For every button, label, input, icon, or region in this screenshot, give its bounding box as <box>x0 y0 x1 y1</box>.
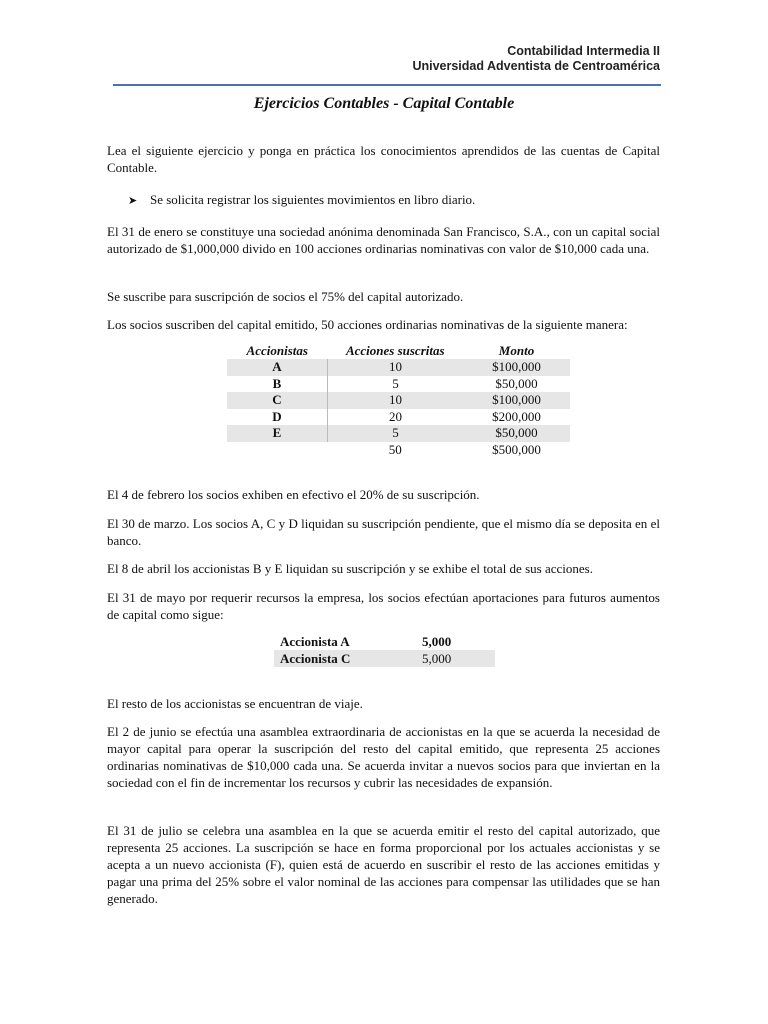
course-name: Contabilidad Intermedia II <box>507 44 660 58</box>
shareholder-cell: Accionista A <box>280 633 350 649</box>
table-total-row <box>227 442 570 459</box>
amount-cell: $100,000 <box>463 359 570 376</box>
paragraph-january: El 31 de enero se constituye una sociedad anónima denominada San Francisco, S.A., con un capital social autorizado de $1,000,000 divido en 100 acciones ordinarias nominativas con valor de $10,000 cada una. <box>107 224 660 256</box>
contributions-table <box>274 633 495 667</box>
header-divider <box>113 84 661 86</box>
total-label-cell <box>227 442 328 459</box>
paragraph-may: El 31 de mayo por requerir recursos la empresa, los socios efectúan aportaciones para futuros aumentos de capital como sigue: <box>107 590 660 622</box>
shareholder-cell: C <box>227 392 328 409</box>
paragraph-travel: El resto de los accionistas se encuentran de viaje. <box>107 696 363 711</box>
paragraph-june: El 2 de junio se efectúa una asamblea extraordinaria de accionistas en la que se acuerda la necesidad de mayor capital para operar la suscripción del resto del capital emitido, que representa 25 acciones ordinarias nominativas de $10,000 cada una. Se acuerda invitar a nuevos socios para que inviertan en la sociedad con el fin de incrementar los recursos y cubrir las necesidades de expansión. <box>107 724 660 790</box>
shares-cell: 5 <box>328 425 464 442</box>
column-header: Acciones suscritas <box>345 343 445 358</box>
paragraph-july: El 31 de julio se celebra una asamblea en la que se acuerda emitir el resto del capital autorizado, que representa 25 acciones. La suscripción se hace en forma proporcional por los actuales accionistas y se acepta a un nuevo accionista (F), quien está de acuerdo en suscribir el resto de las acciones emitidas y pagar una prima del 25% sobre el valor nominal de las acciones para compensar las utilidades que se han generado. <box>107 823 660 906</box>
amount-cell: $100,000 <box>463 392 570 409</box>
shareholder-cell: Accionista C <box>274 650 416 667</box>
column-header: Accionistas <box>246 343 308 358</box>
total-shares-cell: 50 <box>388 441 402 457</box>
table-row <box>227 409 570 426</box>
table-row <box>274 633 495 650</box>
paragraph-april: El 8 de abril los accionistas B y E liquidan su suscripción y se exhibe el total de sus acciones. <box>107 561 593 576</box>
document-title: Ejercicios Contables - Capital Contable <box>253 95 515 112</box>
intro-paragraph: Lea el siguiente ejercicio y ponga en práctica los conocimientos aprendidos de las cuentas de Capital Contable. <box>107 143 660 175</box>
shares-cell: 20 <box>389 408 402 424</box>
table-row <box>227 392 570 409</box>
paragraph-subscription: Se suscribe para suscripción de socios el 75% del capital autorizado. <box>107 289 464 304</box>
contribution-cell: 5,000 <box>422 633 452 649</box>
table-row <box>227 359 570 376</box>
paragraph-shares-intro: Los socios suscriben del capital emitido, 50 acciones ordinarias nominativas de la siguiente manera: <box>107 317 628 332</box>
total-amount-cell: $500,000 <box>492 441 541 457</box>
page-header <box>412 44 660 74</box>
paragraph-march: El 30 de marzo. Los socios A, C y D liquidan su suscripción pendiente, que el mismo día se deposita en el banco. <box>107 516 660 548</box>
amount-cell: $200,000 <box>492 408 541 424</box>
university-name: Universidad Adventista de Centroamérica <box>412 59 660 73</box>
instruction-bullet <box>128 191 475 210</box>
table-row <box>274 650 495 667</box>
contribution-cell: 5,000 <box>416 650 495 667</box>
table-row <box>227 376 570 393</box>
shareholder-cell: B <box>227 376 328 393</box>
paragraph-february: El 4 de febrero los socios exhiben en efectivo el 20% de su suscripción. <box>107 487 480 502</box>
shares-cell: 10 <box>328 392 464 409</box>
instruction-text: Se solicita registrar los siguientes movimientos en libro diario. <box>150 192 476 207</box>
amount-cell: $50,000 <box>463 425 570 442</box>
shareholder-cell: D <box>227 409 328 426</box>
shares-cell: 5 <box>392 375 399 391</box>
shareholder-cell: E <box>227 425 328 442</box>
amount-cell: $50,000 <box>495 375 538 391</box>
shareholder-cell: A <box>227 359 328 376</box>
shares-table <box>227 342 571 458</box>
shares-table-header <box>227 342 570 359</box>
shares-cell: 10 <box>328 359 464 376</box>
table-row <box>227 425 570 442</box>
column-header: Monto <box>498 343 535 358</box>
arrow-bullet-icon: ➤ <box>128 195 138 207</box>
